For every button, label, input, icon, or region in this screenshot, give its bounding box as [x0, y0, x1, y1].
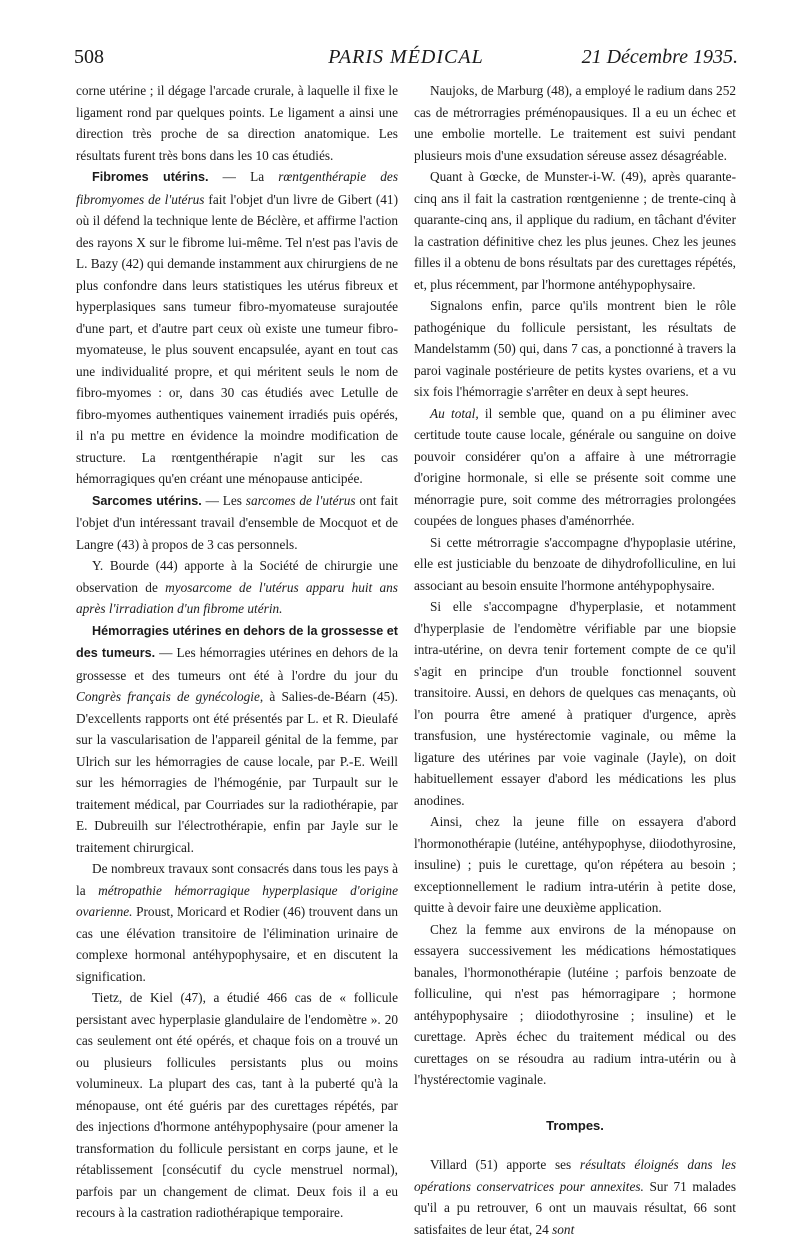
- paragraph: Chez la femme aux environs de la ménopause on essayera successivement les médications hémostatiques banales, l'hormonothérapie (lutéine ; parfois benzoate de folliculine, qui n'est pas hémorragipare ; hormone antéhypophysaire ; diiodothyrosine ; insuline) et le curettage. Après échec du traitement médical ou des curettages on se résoudra au radium intra-utérin ou à l'hystérectomie vaginale.: [414, 921, 736, 1087]
- paragraph: Si cette métrorragie s'accompagne d'hypoplasie utérine, elle est justiciable du benzoate de dihydrofolliculine, en lui associant au besoin ensuite l'hormone antéhypophysaire.: [414, 534, 736, 593]
- paragraph: [414, 403, 736, 532]
- paragraph: [414, 1154, 736, 1240]
- text-run: Y. Bourde (44) apporte à la Société de chirurgie une observation de: [76, 558, 398, 595]
- text-run: il semble que, quand on a pu éliminer avec certitude toute cause locale, générale ou sanguine on doive pouvoir considérer qu'on a affaire à une métrorragie d'origine hormonale, si elle se présente soit comme une ménorragie pure, soit comme des métrorragies prolongées coupées de longues phases d'aménorrhée.: [414, 405, 736, 528]
- text-run: — Les: [201, 492, 246, 508]
- paragraph: Tietz, de Kiel (47), a étudié 466 cas de « follicule persistant avec hyperplasie glandulaire de l'endomètre ». 20 cas seulement ont été opérés, et chaque fois on a trouvé un ou plusieurs follicules persistants plus ou moins volumineux. La plupart des cas, tant à la puberté qu'à la ménopause, ont été guéris par des curettages répétés, par des injections d'hormone antéhypophysaire (pour amener la transformation du follicule persistant en corps jaune, et le rétablissement [consécutif du cycle menstruel normal), parfois par un changement de climat. Deux fois il a eu recours à la castration radiothérapique temporaire.: [76, 990, 398, 1220]
- paragraph: Quant à Gœcke, de Munster-i-W. (49), après quarante-cinq ans il fait la castration rœntgenienne ; de trente-cinq à quarante-cinq ans, il applique du radium, en tâchant d'éviter la castration définitive chez les plus jeunes. Chez les jeunes filles il a obtenu de bons résultats par des curettages répétés, et, plus récemment, par l'hormone antéhypophysaire.: [414, 169, 736, 292]
- section-heading: Fibromes utérins.: [92, 170, 209, 184]
- italic-text: Congrès français de gynécologie: [76, 689, 260, 704]
- paragraph: [76, 620, 398, 859]
- italic-text: rœntgenthérapie des fibromyomes de l'utérus: [76, 169, 399, 207]
- italic-text: métropathie hémorragique hyperplasique d'origine ovarienne.: [76, 882, 398, 919]
- italic-text: myosarcome de l'utérus apparu huit ans après l'irradiation d'un fibrome utérin.: [76, 579, 398, 616]
- paragraph: [76, 555, 398, 620]
- text-run: — Les hémorragies utérines en dehors de la grossesse et des tumeurs ont été à l'ordre du jour du: [76, 645, 399, 683]
- italic-text: sont: [552, 1221, 575, 1237]
- paragraph: Naujoks, de Marburg (48), a employé le radium dans 252 cas de métrorragies préménopausiques. Il a eu un échec et une embolie mortelle. Le traitement est suivi pendant plusieurs mois d'une exsudation séreuse assez désagréable.: [414, 83, 736, 163]
- paragraph: Signalons enfin, parce qu'ils montrent bien le rôle pathogénique du follicule persistant, les résultats de Mandelstamm (50) qui, dans 7 cas, a ponctionné à travers la paroi vaginale postérieure de petits kystes ovariens, et a vu six fois l'hémorragie s'arrêter en deux à sept heures.: [414, 298, 736, 399]
- text-run: fait l'objet d'un livre de Gibert (41) où il défend la technique lente de Béclère, et affirme l'action des rayons X sur le fibrome lui-même. Tel n'est pas l'avis de L. Bazy (42) qui demande instamment aux chirurgiens de ne plus confondre dans leurs statistiques les utérus fibreux et hyperplasiques sans tumeur fibro-myomateuse surajoutée d'une part, et d'autre part ceux où existe une tumeur fibro-myomateuse, le plus souvent encapsulée, ayant en tout cas une individualité propre, et qui méritent seuls le nom de fibro-myomes : or, dans 30 cas étudiés avec Letulle de fibro-myomes authentiques vainement irradiés puis opérés, il n'a pu mettre en évidence la moindre modification de structure. La rœntgenthérapie n'agit sur les cas hémorragiques qu'en créant une ménopause anticipée.: [76, 191, 398, 486]
- paragraph: corne utérine ; il dégage l'arcade crurale, à laquelle il fixe le ligament rond par quelques points. Le ligament a ainsi une direction très proche de sa direction anatomique. Les résultats furent très bons dans les 10 cas étudiés.: [76, 83, 398, 163]
- text-run: Proust, Moricard et Rodier (46) trouvent dans un cas une élévation transitoire de l'élimination urinaire de complexe hormonal antéhypophysaire, et en discutent la signification.: [76, 904, 398, 984]
- paragraph: Si elle s'accompagne d'hyperplasie, et notamment d'hyperplasie de l'endomètre vérifiable par une biopsie intra-utérine, on devra tenir fortement compte de ce qu'il s'agit en principe d'un trouble fonctionnel souvent transitoire. Aussi, en dehors de quelques cas menaçants, où l'on pourra être amené à pratiquer d'urgence, après transfusion, une hystérectomie vaginale, ou même la ligature des utérines par voie vaginale (Jayle), on doit habituellement essayer d'abord les médications les plus anodines.: [414, 599, 736, 808]
- text-run: De nombreux travaux sont consacrés dans tous les pays à la: [76, 861, 398, 898]
- text-run: Sur 71 malades qu'il a pu retrouver, 6 ont un mauvais résultat, 66 sont satisfaites de leur état, 24: [414, 1178, 736, 1237]
- italic-text: résultats éloignés dans les opérations conservatrices pour annexites.: [414, 1157, 737, 1194]
- paragraph: [76, 858, 398, 987]
- journal-title: PARIS MÉDICAL: [328, 46, 484, 68]
- text-run: , à Salies-de-Béarn (45). D'excellents rapports ont été présentés par L. et R. Dieulafé sur la vascularisation de l'appareil génital de la femme, par Ulrich sur les hémorragies de cause locale, par P.-E. Weill sur les hémorragies de l'hémogénie, par Turpault sur le traitement médical, par Courriades sur la radiothérapie, par E. Dubreuilh sur l'électrothérapie, enfin par Jayle sur le traitement chirurgical.: [76, 689, 398, 855]
- section-heading: Sarcomes utérins.: [92, 493, 202, 508]
- paragraph: Ainsi, chez la jeune fille on essayera d'abord l'hormonothérapie (lutéine, antéhypophyse, diiodothyrosine, insuline) ; puis le curettage, qu'on répétera au besoin ; exceptionnellement le radium intra-utérin à petite dose, quitte à devoir faire une deuxième application.: [414, 814, 736, 915]
- text-run: ont fait l'objet d'un intéressant travail d'ensemble de Mocquot et de Langre (43) à propos de 3 cas personnels.: [76, 492, 398, 552]
- left-column: [76, 80, 398, 1224]
- section-title: Trompes.: [546, 1117, 604, 1133]
- section-heading: Hémorragies utérines en dehors de la grossesse et des tumeurs.: [76, 623, 398, 660]
- page-number: 508: [74, 46, 104, 68]
- issue-date: 21 Décembre 1935.: [581, 46, 738, 68]
- italic-text: sarcomes de l'utérus: [245, 492, 356, 508]
- paragraph: [76, 166, 398, 490]
- text-run: — La: [208, 169, 279, 184]
- paragraph: [76, 490, 398, 556]
- text-run: Villard (51) apporte ses: [430, 1157, 580, 1172]
- right-column: [414, 80, 736, 1240]
- italic-text: Au total,: [430, 405, 479, 421]
- page-header: [74, 46, 738, 72]
